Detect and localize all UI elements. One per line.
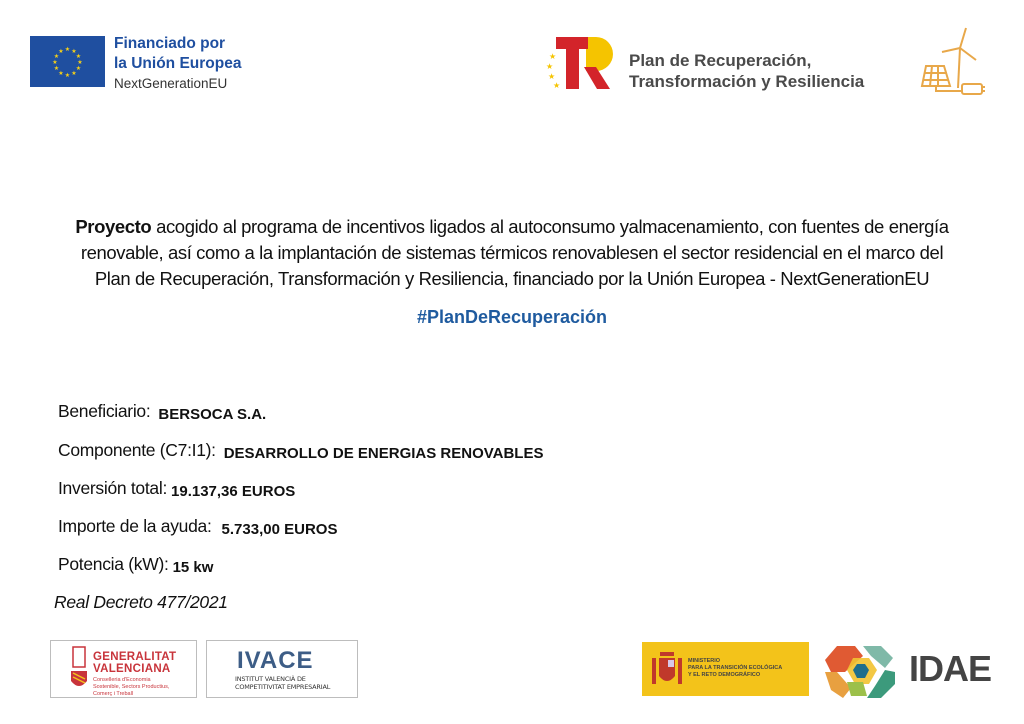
field-value: 5.733,00 EUROS [221, 521, 338, 538]
field-potencia [58, 554, 213, 575]
prtr-line2: Transformación y Resiliencia [629, 72, 865, 91]
field-inversion-total [58, 478, 295, 499]
svg-text:★: ★ [64, 46, 71, 53]
field-label: Potencia (kW): [58, 554, 169, 574]
ivace-sub1: INSTITUT VALENCIÀ DE [235, 675, 306, 683]
svg-text:★: ★ [64, 72, 71, 79]
spain-coat-of-arms-icon [650, 648, 684, 690]
ministerio-line1: MINISTERIO [688, 658, 721, 664]
ivace-subtitle [235, 675, 330, 691]
field-importe-ayuda [58, 516, 337, 537]
ivace-logo [206, 640, 358, 698]
eu-line1: Financiado por [114, 35, 226, 52]
ministerio-line3: Y EL RETO DEMOGRÁFICO [688, 672, 761, 678]
field-label: Importe de la ayuda: [58, 516, 212, 536]
gva-sub1: Conselleria d'Economia [93, 677, 151, 683]
description-line1-rest: acogido al programa de incentivos ligados al autoconsumo yalmacenamiento, con fuentes de energía [151, 216, 949, 237]
generalitat-valenciana-logo [50, 640, 197, 698]
svg-text:★: ★ [52, 59, 58, 66]
prtr-line1: Plan de Recuperación, [629, 51, 812, 70]
field-beneficiario [58, 401, 266, 422]
description-line2: renovable, así como a la implantación de sistemas térmicos renovablesen el sector residencial en el marco del [80, 242, 944, 263]
description-line1 [40, 214, 984, 240]
svg-text:★: ★ [75, 65, 82, 72]
ivace-wordmark: IVACE [237, 647, 314, 674]
decree-reference: Real Decreto 477/2021 [54, 592, 228, 612]
svg-text:★: ★ [549, 52, 557, 61]
ministerio-line2: PARA LA TRANSICIÓN ECOLÓGICA [688, 665, 783, 671]
field-componente [58, 440, 543, 461]
gva-sub3: Comerç i Treball [93, 691, 134, 697]
prtr-logo-mark [546, 33, 616, 91]
field-value: BERSOCA S.A. [158, 406, 267, 423]
field-label: Beneficiario: [58, 401, 151, 421]
gva-title [93, 651, 176, 675]
gva-line2: VALENCIANA [93, 663, 171, 675]
idae-logo [823, 640, 993, 702]
svg-text:★: ★ [58, 70, 64, 77]
field-value: 15 kw [172, 559, 214, 576]
description-line3: Plan de Recuperación, Transformación y Resiliencia, financiado por la Unión Europea - NextGenerationEU [94, 268, 930, 289]
project-description [40, 214, 984, 292]
gva-line1: GENERALITAT [93, 651, 177, 663]
eu-stars-icon [30, 36, 105, 87]
svg-text:★: ★ [546, 62, 554, 71]
eu-line2: la Unión Europea [114, 55, 242, 72]
svg-text:★: ★ [71, 48, 77, 55]
svg-text:★: ★ [53, 65, 60, 72]
ministerio-text [688, 658, 782, 679]
ministerio-transicion-ecologica-logo [642, 642, 809, 696]
svg-text:★: ★ [71, 70, 77, 77]
svg-text:★: ★ [53, 53, 60, 60]
eu-funding-text [114, 34, 241, 94]
gva-sub2: Sostenible, Sectors Productius, [93, 684, 170, 690]
ivace-sub2: COMPETITIVITAT EMPRESARIAL [235, 683, 331, 691]
wind-turbine-solar-battery-icon [918, 26, 990, 96]
field-label: Componente (C7:I1): [58, 440, 216, 460]
field-label: Inversión total: [58, 478, 168, 498]
eu-flag-logo [30, 36, 105, 87]
field-value: 19.137,36 EUROS [171, 483, 296, 500]
prtr-title [629, 50, 864, 92]
eu-line3: NextGenerationEU [114, 76, 228, 91]
idae-wordmark: IDAE [909, 648, 992, 689]
gva-subtitle [93, 677, 169, 698]
svg-text:★: ★ [75, 53, 82, 60]
project-lead: Proyecto [75, 216, 152, 237]
svg-text:★: ★ [548, 72, 556, 81]
idae-interlocked-icon [823, 642, 903, 700]
generalitat-crest-icon [69, 645, 89, 691]
field-value: DESARROLLO DE ENERGIAS RENOVABLES [223, 445, 544, 462]
svg-text:★: ★ [553, 81, 561, 90]
svg-text:★: ★ [77, 59, 83, 66]
svg-text:★: ★ [58, 48, 64, 55]
hashtag: #PlanDeRecuperación [416, 307, 608, 327]
